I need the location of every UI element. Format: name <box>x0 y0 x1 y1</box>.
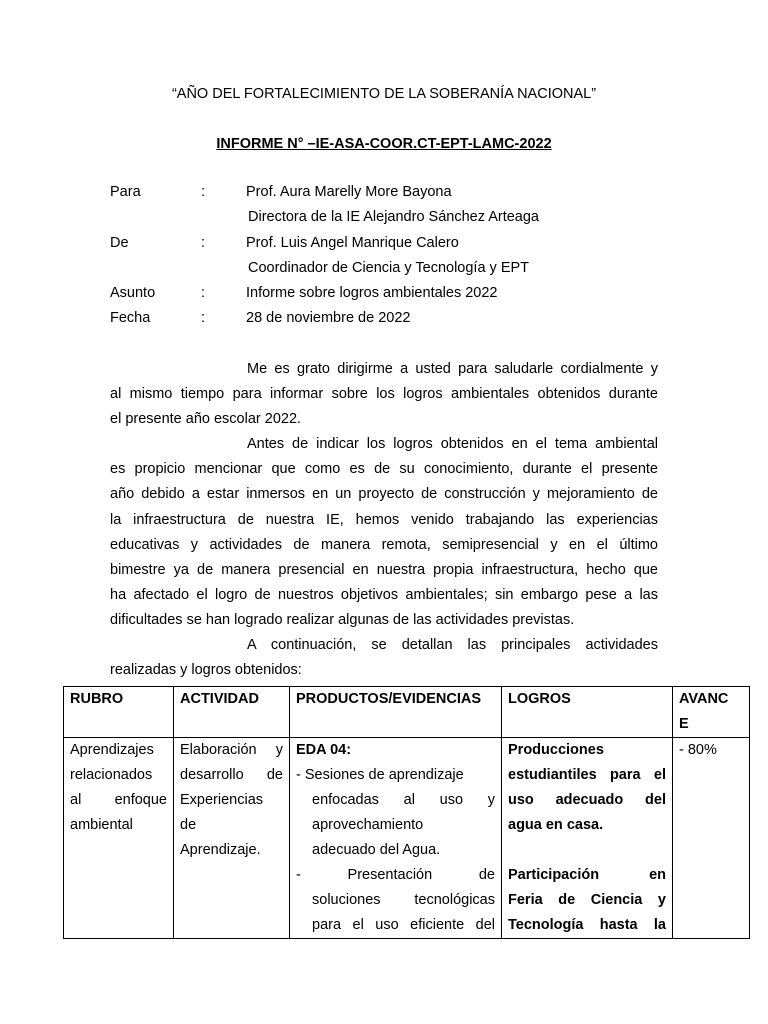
de-name: Prof. Luis Angel Manrique Calero <box>246 235 459 251</box>
header-logros: LOGROS <box>502 687 673 738</box>
cell-avance: - 80% <box>673 738 750 939</box>
cell-line: de <box>180 817 197 833</box>
cell-line: aprovechamiento <box>312 817 424 833</box>
paragraph-3 <box>110 633 658 683</box>
paragraph-1 <box>110 357 658 433</box>
paragraph-line: ha afectado el logro de nuestros objetivos ambientales; sin embargo pese a las <box>110 587 658 604</box>
cell-line: Elaboración y <box>180 742 283 758</box>
para-label: Para <box>110 184 141 200</box>
paragraph-line: año debido a estar inmersos en un proyecto de construcción y mejoramiento de <box>110 486 658 503</box>
cell-line: uso adecuado del <box>508 792 666 808</box>
cell-line: agua en casa. <box>508 817 604 833</box>
header-avance-line: E <box>679 716 689 732</box>
year-title: “AÑO DEL FORTALECIMIENTO DE LA SOBERANÍA NACIONAL” <box>171 86 597 102</box>
para-colon: : <box>201 184 206 200</box>
cell-line: soluciones tecnológicas <box>312 892 495 908</box>
header-avance-line: AVANC <box>679 691 729 707</box>
asunto-value: Informe sobre logros ambientales 2022 <box>246 285 498 301</box>
activities-table <box>63 686 750 939</box>
paragraph-line: realizadas y logros obtenidos: <box>110 662 302 679</box>
cell-line: Feria de Ciencia y <box>508 892 666 908</box>
cell-line: estudiantiles para el <box>508 767 666 783</box>
paragraph-line: bimestre ya de manera presencial en nuestra propia infraestructura, hecho que <box>110 561 658 578</box>
paragraph-line: dificultades se han logrado realizar algunas de las actividades previstas. <box>110 612 575 629</box>
fecha-value: 28 de noviembre de 2022 <box>246 310 411 326</box>
fecha-label: Fecha <box>110 310 151 326</box>
header-actividad: ACTIVIDAD <box>174 687 290 738</box>
paragraph-line: es propicio mencionar que como es de su conocimiento, durante el presente <box>110 461 658 478</box>
cell-line: enfocadas al uso y <box>312 792 495 808</box>
cell-line: EDA 04: <box>296 742 352 758</box>
cell-spacer <box>508 838 666 863</box>
cell-line: - Sesiones de aprendizaje <box>296 767 464 783</box>
cell-line: Tecnología hasta la <box>508 917 666 933</box>
report-title: INFORME N° –IE-ASA-COOR.CT-EPT-LAMC-2022 <box>216 136 552 152</box>
de-label: De <box>110 235 129 251</box>
cell-line: adecuado del Agua. <box>312 842 441 858</box>
cell-logros <box>502 738 673 939</box>
cell-line: Aprendizaje. <box>180 842 261 858</box>
paragraph-line: Antes de indicar los logros obtenidos en el tema ambiental <box>247 436 658 452</box>
paragraph-line: la infraestructura de nuestra IE, hemos venido trabajando las experiencias <box>110 511 658 528</box>
paragraph-line: Me es grato dirigirme a usted para saludarle cordialmente y <box>247 361 658 377</box>
de-role: Coordinador de Ciencia y Tecnología y EPT <box>248 260 530 276</box>
table-row <box>64 738 750 939</box>
paragraph-line: el presente año escolar 2022. <box>110 411 302 428</box>
paragraph-line: A continuación, se detallan las principales actividades <box>247 637 658 653</box>
paragraph-2 <box>110 432 658 634</box>
cell-line: Experiencias <box>180 792 264 808</box>
cell-line: relacionados <box>70 767 153 783</box>
header-productos: PRODUCTOS/EVIDENCIAS <box>290 687 502 738</box>
asunto-colon: : <box>201 285 206 301</box>
fecha-colon: : <box>201 310 206 326</box>
cell-line: desarrollo de <box>180 767 283 783</box>
cell-line: al enfoque <box>70 792 167 808</box>
cell-line: Aprendizajes <box>70 742 154 758</box>
cell-productos <box>290 738 502 939</box>
paragraph-line: educativas y actividades de manera remota, semipresencial y en el último <box>110 536 658 553</box>
para-role: Directora de la IE Alejandro Sánchez Arteaga <box>248 209 539 225</box>
cell-rubro <box>64 738 174 939</box>
header-rubro: RUBRO <box>64 687 174 738</box>
cell-actividad <box>174 738 290 939</box>
para-name: Prof. Aura Marelly More Bayona <box>246 184 452 200</box>
table-header-row <box>64 687 750 738</box>
cell-line: para el uso eficiente del <box>312 917 495 933</box>
cell-line: ambiental <box>70 817 133 833</box>
cell-line: Producciones <box>508 742 604 758</box>
asunto-label: Asunto <box>110 285 156 301</box>
de-colon: : <box>201 235 206 251</box>
cell-line: Participación en <box>508 867 666 883</box>
paragraph-line: al mismo tiempo para informar sobre los logros ambientales obtenidos durante <box>110 386 658 403</box>
cell-line: - Presentación de <box>296 867 495 883</box>
header-avance <box>673 687 750 738</box>
